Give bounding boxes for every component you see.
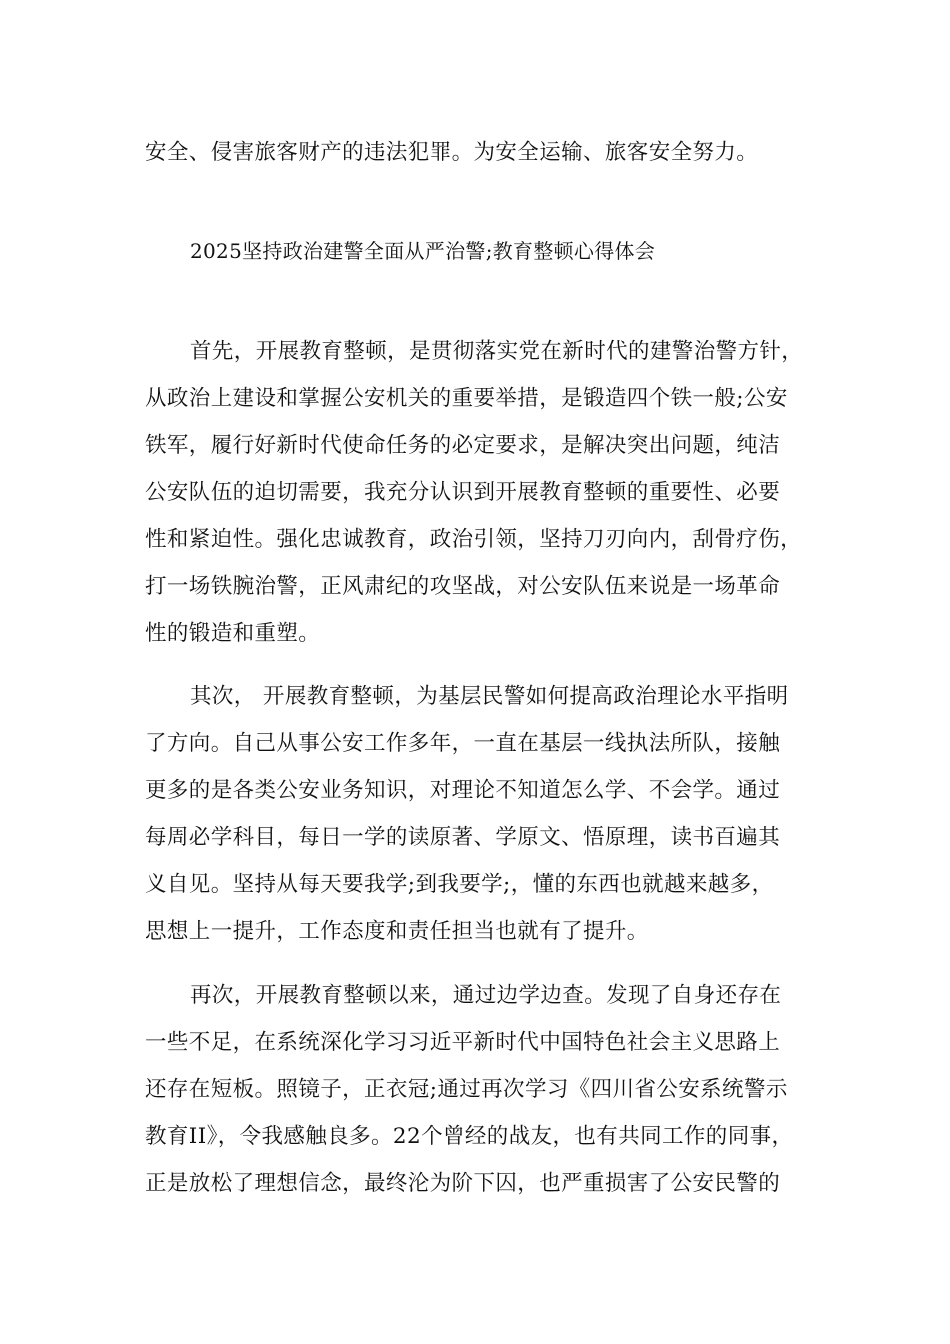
document-title: 2025坚持政治建警全面从严治警;教育整顿心得体会	[190, 239, 656, 263]
paragraph-line: 铁军，履行好新时代使命任务的必定要求，是解决突出问题，纯洁	[145, 433, 781, 458]
carryover-line: 安全、侵害旅客财产的违法犯罪。为安全运输、旅客安全努力。	[145, 140, 759, 165]
paragraph-line: 再次，开展教育整顿以来，通过边学边查。发现了自身还存在	[190, 983, 782, 1008]
paragraph-line: 义自见。坚持从每天要我学;到我要学;，懂的东西也就越来越多，	[145, 872, 774, 897]
paragraph-line: 性和紧迫性。强化忠诚教育，政治引领，坚持刀刃向内，刮骨疗伤，	[145, 527, 803, 552]
paragraph-line: 还存在短板。照镜子，正衣冠;通过再次学习《四川省公安系统警示	[145, 1077, 788, 1102]
paragraph-line: 正是放松了理想信念，最终沦为阶下囚，也严重损害了公安民警的	[145, 1171, 781, 1196]
paragraph-line: 公安队伍的迫切需要，我充分认识到开展教育整顿的重要性、必要	[145, 480, 781, 505]
paragraph-line: 了方向。自己从事公安工作多年，一直在基层一线执法所队，接触	[145, 731, 781, 756]
paragraph-line: 思想上一提升，工作态度和责任担当也就有了提升。	[145, 919, 649, 944]
paragraph-line: 打一场铁腕治警，正风肃纪的攻坚战，对公安队伍来说是一场革命	[145, 574, 781, 599]
paragraph-line: 每周必学科目，每日一学的读原著、学原文、悟原理，读书百遍其	[145, 825, 781, 850]
paragraph-line: 从政治上建设和掌握公安机关的重要举措，是锻造四个铁一般;公安	[145, 386, 788, 411]
paragraph-line: 一些不足，在系统深化学习习近平新时代中国特色社会主义思路上	[145, 1030, 781, 1055]
paragraph-line: 首先，开展教育整顿，是贯彻落实党在新时代的建警治警方针，	[190, 339, 804, 364]
paragraph-line: 性的锻造和重塑。	[145, 621, 321, 646]
paragraph-line: 其次， 开展教育整顿，为基层民警如何提高政治理论水平指明	[190, 684, 789, 709]
paragraph-line: 教育II》，令我感触良多。22个曾经的战友，也有共同工作的同事，	[145, 1124, 794, 1149]
paragraph-line: 更多的是各类公安业务知识，对理论不知道怎么学、不会学。通过	[145, 778, 781, 803]
